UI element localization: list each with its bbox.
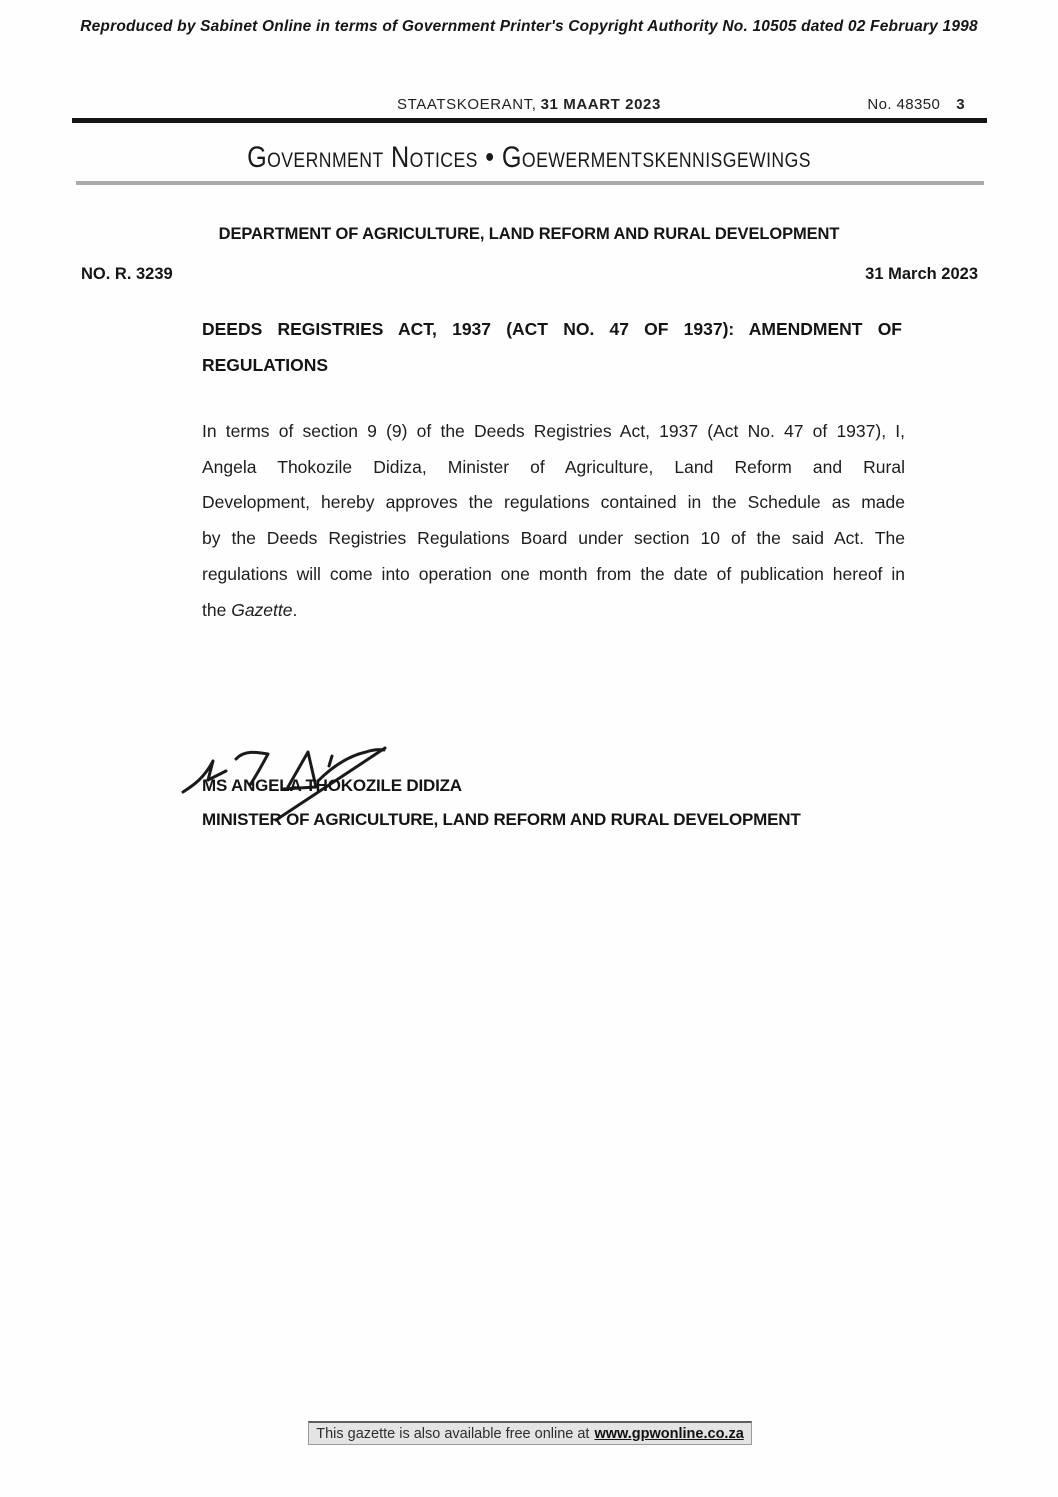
- body-line: regulations will come into operation one month from the date of publication hereof in: [202, 563, 905, 584]
- issue-block: [867, 96, 965, 113]
- notice-title-line: REGULATIONS: [202, 354, 329, 375]
- signer-title: MINISTER OF AGRICULTURE, LAND REFORM AND RURAL DEVELOPMENT: [202, 810, 801, 829]
- journal-date: 31 MAART 2023: [540, 96, 661, 113]
- body-last-pre: the: [202, 599, 232, 620]
- section-heading: Government Notices • Goewermentskennisgewings: [247, 141, 811, 174]
- body-line: In terms of section 9 (9) of the Deeds Registries Act, 1937 (Act No. 47 of 1937), I,: [202, 421, 905, 441]
- footer-text: This gazette is also available free online at: [316, 1425, 590, 1442]
- page-number: 3: [956, 96, 965, 113]
- section-divider: [76, 181, 984, 185]
- body-last-post: .: [292, 599, 298, 620]
- body-line: Development, hereby approves the regulations contained in the Schedule as made: [202, 492, 905, 513]
- notice-meta: [81, 265, 978, 285]
- notice-title-line: DEEDS REGISTRIES ACT, 1937 (ACT NO. 47 OF 1937): AMENDMENT OF: [202, 319, 902, 339]
- notice-number: NO. R. 3239: [81, 265, 173, 283]
- issue-number: No. 48350: [867, 96, 941, 113]
- notice-title: [202, 312, 902, 383]
- body-line: by the Deeds Registries Regulations Board under section 10 of the said Act. The: [202, 528, 905, 549]
- notice-date: 31 March 2023: [865, 265, 978, 283]
- copyright-notice: Reproduced by Sabinet Online in terms of Government Printer's Copyright Authority No. 10505 dated 02 February 1998: [80, 18, 978, 35]
- journal-name: STAATSKOERANT,: [397, 96, 537, 113]
- signer-name: MS ANGELA THOKOZILE DIDIZA: [202, 776, 462, 795]
- masthead-divider: [72, 118, 987, 123]
- footer-bar: [308, 1421, 752, 1445]
- department-title: DEPARTMENT OF AGRICULTURE, LAND REFORM AND RURAL DEVELOPMENT: [218, 225, 840, 243]
- masthead: [0, 96, 1058, 116]
- body-paragraph: [202, 414, 905, 628]
- body-line: Angela Thokozile Didiza, Minister of Agriculture, Land Reform and Rural: [202, 456, 905, 477]
- body-line: [202, 593, 905, 629]
- gazette-italic: Gazette: [231, 599, 293, 620]
- footer-link[interactable]: www.gpwonline.co.za: [594, 1425, 744, 1442]
